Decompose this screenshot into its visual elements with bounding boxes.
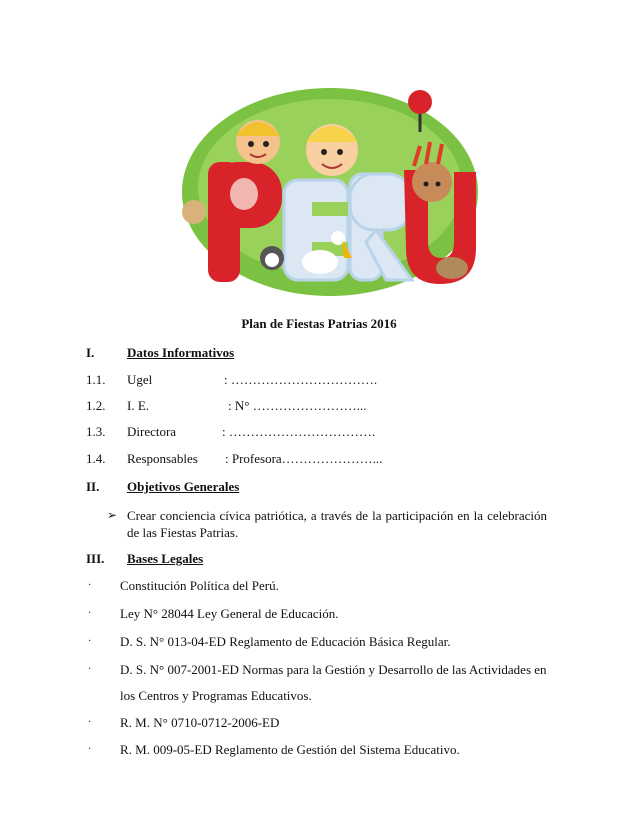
info-4-value: : Profesora…………………... [225, 451, 383, 466]
info-3-number: 1.3. [86, 424, 106, 439]
section-1-number: I. [86, 345, 95, 360]
info-4-label: Responsables [127, 451, 198, 466]
section-1-title-wrap [127, 345, 234, 361]
info-4-number: 1.4. [86, 451, 106, 466]
vizcacha-right [436, 257, 468, 279]
section-1-heading [86, 345, 94, 361]
bullet-icon: · [88, 636, 92, 647]
peru-illustration [180, 62, 480, 302]
info-3-label: Directora [127, 424, 177, 439]
section-2-title: Objetivos Generales [127, 479, 240, 494]
legal-item-5: R. M. N° 0710-0712-2006-ED [120, 715, 280, 730]
section-2-number-text: II. [86, 479, 100, 494]
legal-item-4: D. S. N° 007-2001-ED Normas para la Gestión y Desarrollo de las Actividades en [120, 662, 547, 677]
section-3-number-text: III. [86, 551, 105, 566]
legal-item-2: Ley N° 28044 Ley General de Educación. [120, 606, 339, 621]
section-3-title-wrap [127, 551, 203, 567]
info-1-label: Ugel [127, 372, 153, 387]
section-2-title-wrap [127, 479, 239, 495]
bullet-icon: · [88, 580, 92, 591]
info-3-value: : ……………………………. [222, 424, 376, 439]
bullet-icon: · [88, 744, 92, 755]
section-1-title: Datos Informativos [127, 345, 235, 360]
child-face-center [306, 124, 358, 176]
penguin [260, 246, 284, 270]
child-face-left [236, 120, 280, 164]
section-3-number [86, 551, 104, 567]
bullet-icon: · [88, 717, 92, 728]
objective-text: Crear conciencia cívica patriótica, a través de la participación en la celebración de las Fiestas Patrias. [127, 508, 547, 540]
info-2-label: I. E. [127, 398, 150, 413]
arrow-bullet-icon: ➢ [107, 508, 118, 522]
legal-item-1: Constitución Política del Perú. [120, 578, 279, 593]
section-2-number [86, 479, 99, 495]
bullet-icon: · [88, 664, 92, 675]
bullet-icon: · [88, 608, 92, 619]
info-2-value: : N° ……………………... [228, 398, 367, 413]
info-2-number: 1.2. [86, 398, 106, 413]
legal-item-3: D. S. N° 013-04-ED Reglamento de Educación Básica Regular. [120, 634, 451, 649]
info-1-number: 1.1. [86, 372, 106, 387]
legal-item-4-continuation: los Centros y Programas Educativos. [120, 688, 312, 703]
info-1-value: : ……………………………. [224, 372, 378, 387]
section-3-title: Bases Legales [127, 551, 204, 566]
document-title: Plan de Fiestas Patrias 2016 [241, 316, 397, 331]
legal-item-6: R. M. 009-05-ED Reglamento de Gestión del Sistema Educativo. [120, 742, 460, 757]
llama-left [182, 200, 206, 224]
